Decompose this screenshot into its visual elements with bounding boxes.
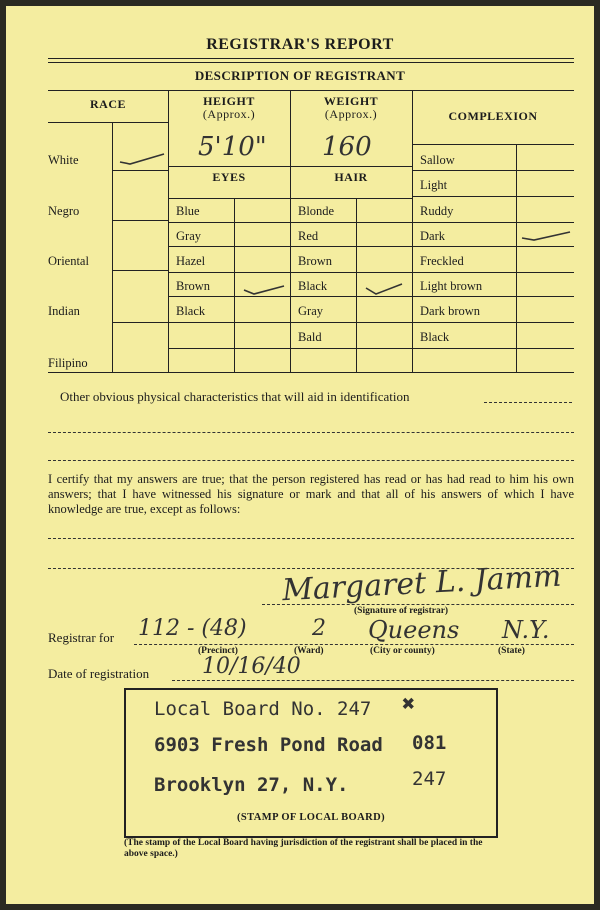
hair-bald: Bald — [298, 330, 322, 344]
table-bottom-rule — [48, 372, 574, 373]
row-rule — [112, 220, 168, 221]
stamp-line-board: Local Board No. 247 — [154, 698, 372, 720]
row-rule — [412, 322, 574, 323]
complexion-ruddy: Ruddy — [420, 204, 454, 218]
height-subheader: (Approx.) — [202, 107, 256, 121]
section-subtitle: DESCRIPTION OF REGISTRANT — [194, 68, 406, 83]
check-mark-dark-complexion — [520, 226, 572, 246]
hair-black: Black — [298, 279, 328, 293]
row-rule — [112, 322, 168, 323]
race-white: White — [48, 153, 79, 167]
page-title: REGISTRAR'S REPORT — [206, 36, 394, 53]
eyes-header: EYES — [212, 170, 246, 184]
stamp-footnote: (The stamp of the Local Board having jurisdiction of the registrant shall be placed in the above space.) — [124, 838, 483, 859]
handwritten-date: 10/16/40 — [202, 654, 301, 679]
race-header: RACE — [89, 97, 126, 111]
ward-caption: (Ward) — [294, 646, 324, 656]
hair-header: HAIR — [334, 170, 368, 184]
race-negro: Negro — [48, 204, 80, 218]
hair-gray: Gray — [298, 304, 323, 318]
registrar-for-label: Registrar for — [48, 630, 115, 645]
row-rule — [168, 198, 412, 199]
complexion-header: COMPLEXION — [448, 109, 538, 123]
weight-header: WEIGHT — [323, 94, 379, 108]
complexion-sallow: Sallow — [420, 153, 455, 167]
check-mark-black-hair — [362, 280, 412, 298]
blank-line — [48, 432, 574, 433]
signature-line — [262, 604, 574, 605]
row-rule — [412, 170, 574, 171]
title-rule — [48, 58, 574, 59]
col-divider — [168, 90, 169, 372]
col-divider — [234, 198, 235, 372]
check-mark-white — [118, 150, 168, 168]
complexion-black: Black — [420, 330, 450, 344]
handwritten-state: N.Y. — [502, 616, 550, 644]
eyes-gray: Gray — [176, 229, 201, 243]
title-rule-2 — [48, 62, 574, 63]
race-filipino: Filipino — [48, 356, 88, 370]
complexion-light: Light — [420, 178, 448, 192]
eyes-black: Black — [176, 304, 206, 318]
weight-subheader: (Approx.) — [324, 107, 378, 121]
stamp-seal-mark: ✖ — [402, 692, 416, 717]
complexion-dark-brown: Dark brown — [420, 304, 481, 318]
signature-caption: (Signature of registrar) — [354, 606, 449, 616]
precinct-caption: (Precinct) — [198, 646, 238, 656]
eyes-brown: Brown — [176, 279, 211, 293]
stamp-code-1: 081 — [412, 732, 447, 754]
row-rule — [168, 246, 412, 247]
hair-blonde: Blonde — [298, 204, 335, 218]
row-rule — [168, 322, 412, 323]
col-divider — [516, 144, 517, 372]
row-rule — [412, 144, 574, 145]
row-rule — [168, 166, 412, 167]
state-caption: (State) — [498, 646, 525, 656]
registrar-report-card — [6, 6, 594, 904]
eyes-blue: Blue — [176, 204, 200, 218]
row-rule — [168, 222, 412, 223]
registrar-for-line — [134, 644, 574, 645]
col-divider — [356, 198, 357, 372]
row-rule — [168, 348, 290, 349]
handwritten-weight: 160 — [322, 132, 372, 162]
certification-text: I certify that my answers are true; that the person registered has read or has had read to him his own answers; that I have witnessed his signature or mark and that all of his answers of which I have knowledge are true, except as follows: — [48, 472, 574, 516]
handwritten-ward: 2 — [312, 616, 326, 641]
race-oriental: Oriental — [48, 254, 89, 268]
stamp-code-2: 247 — [412, 768, 447, 790]
blank-line — [48, 460, 574, 461]
hair-brown: Brown — [298, 254, 333, 268]
city-caption: (City or county) — [370, 646, 435, 656]
col-divider — [412, 90, 413, 372]
col-divider — [112, 122, 113, 372]
complexion-freckled: Freckled — [420, 254, 464, 268]
col-divider — [290, 90, 291, 372]
row-rule — [112, 170, 168, 171]
row-rule — [412, 196, 574, 197]
row-rule — [168, 272, 412, 273]
other-characteristics-label: Other obvious physical characteristics that will aid in identification — [60, 389, 410, 404]
row-rule — [412, 246, 574, 247]
blank-line — [484, 402, 572, 403]
row-rule — [48, 122, 168, 123]
race-indian: Indian — [48, 304, 80, 318]
date-line — [172, 680, 574, 681]
hair-red: Red — [298, 229, 319, 243]
handwritten-precinct: 112 - (48) — [138, 616, 247, 641]
row-rule — [412, 348, 574, 349]
registrar-signature: Margaret L. Jamm — [281, 558, 563, 609]
complexion-light-brown: Light brown — [420, 279, 483, 293]
stamp-line-city: Brooklyn 27, N.Y. — [154, 774, 349, 796]
date-of-registration-label: Date of registration — [48, 666, 150, 681]
local-board-stamp-box — [124, 688, 498, 838]
stamp-line-address: 6903 Fresh Pond Road — [154, 734, 383, 756]
height-header: HEIGHT — [203, 94, 255, 108]
row-rule — [412, 272, 574, 273]
table-top-rule — [48, 90, 574, 91]
handwritten-height: 5'10" — [198, 132, 267, 162]
row-rule — [412, 296, 574, 297]
row-rule — [112, 270, 168, 271]
stamp-caption: (STAMP OF LOCAL BOARD) — [237, 812, 385, 823]
row-rule — [412, 222, 574, 223]
complexion-dark: Dark — [420, 229, 445, 243]
row-rule — [290, 348, 412, 349]
handwritten-city: Queens — [368, 616, 460, 644]
eyes-hazel: Hazel — [176, 254, 206, 268]
blank-line — [48, 538, 574, 539]
check-mark-brown-eyes — [240, 280, 290, 298]
